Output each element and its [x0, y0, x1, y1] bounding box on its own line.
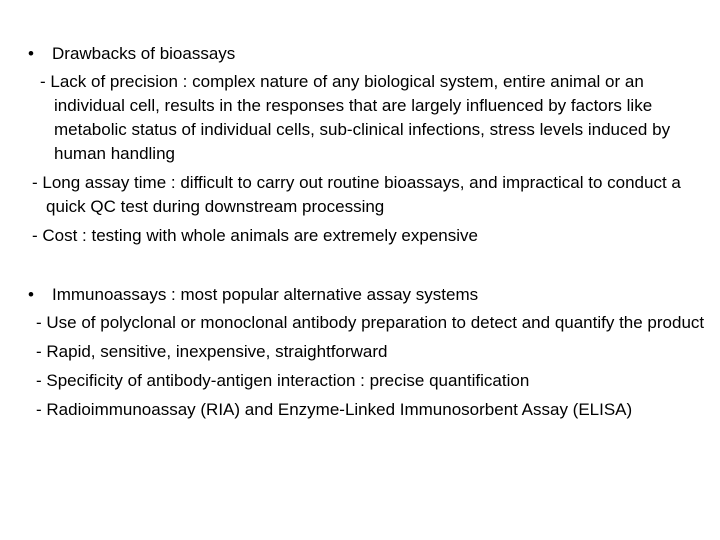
subpoint-assay-time: - Long assay time : difficult to carry out routine bioassays, and impractical to conduct a quick QC test during downstream processing [32, 173, 681, 216]
bullet-icon: • [28, 44, 34, 63]
subpoint-cost: - Cost : testing with whole animals are extremely expensive [32, 226, 478, 245]
section-heading: Immunoassays : most popular alternative assay systems [52, 285, 479, 304]
subpoint-specificity: - Specificity of antibody-antigen interaction : precise quantification [36, 371, 530, 390]
section-heading: Drawbacks of bioassays [52, 44, 236, 63]
section-heading-row [28, 42, 708, 66]
bullet-icon: • [28, 285, 34, 304]
subpoint-antibody-preparation: - Use of polyclonal or monoclonal antibody preparation to detect and quantify the product [36, 313, 705, 332]
subpoint-precision: - Lack of precision : complex nature of any biological system, entire animal or an individual cell, results in the responses that are largely influenced by factors like metabolic status of individual cells, sub-clinical infections, stress levels induced by human handling [40, 72, 671, 163]
section-heading-row [28, 283, 708, 307]
section-drawbacks [28, 42, 708, 248]
subpoint-rapid: - Rapid, sensitive, inexpensive, straightforward [36, 342, 388, 361]
section-immunoassays [28, 283, 708, 422]
subpoint-ria-elisa: - Radioimmunoassay (RIA) and Enzyme-Linked Immunosorbent Assay (ELISA) [36, 400, 633, 419]
